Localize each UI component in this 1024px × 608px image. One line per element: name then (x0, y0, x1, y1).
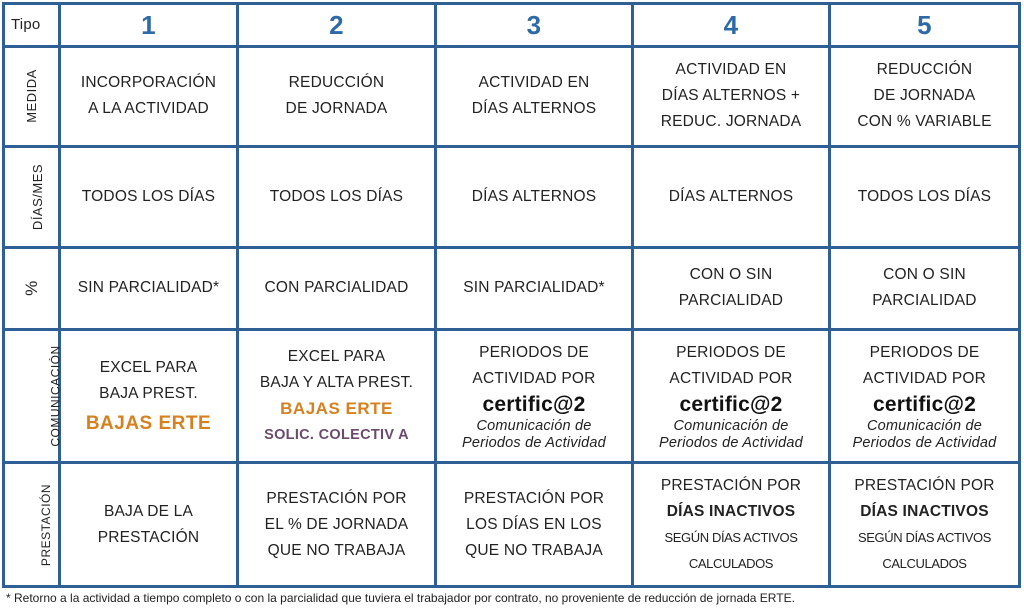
comunicacion-cell-1: EXCEL PARA BAJA PREST. BAJAS ERTE (60, 329, 238, 463)
prestacion-cell-2: PRESTACIÓN POR EL % DE JORNADA QUE NO TRABAJA (238, 463, 436, 587)
type-5-header: 5 (830, 4, 1020, 47)
type-4-header: 4 (633, 4, 830, 47)
medida-cell-5: REDUCCIÓN DE JORNADA CON % VARIABLE (830, 47, 1020, 147)
prestacion-cell-4: PRESTACIÓN POR DÍAS INACTIVOS SEGÚN DÍAS ACTIVOS CALCULADOS (633, 463, 830, 587)
porcentaje-row (4, 248, 1020, 329)
porcentaje-cell-2: CON PARCIALIDAD (238, 248, 436, 329)
dias-mes-row (4, 146, 1020, 248)
prestacion-cell-3: PRESTACIÓN POR LOS DÍAS EN LOS QUE NO TRABAJA (436, 463, 633, 587)
porcentaje-row-label: % (4, 248, 60, 329)
bajas-erte-highlight: BAJAS ERTE (280, 398, 393, 418)
prestacion-cell-5: PRESTACIÓN POR DÍAS INACTIVOS SEGÚN DÍAS ACTIVOS CALCULADOS (830, 463, 1020, 587)
porcentaje-cell-3: SIN PARCIALIDAD* (436, 248, 633, 329)
dias-mes-cell-3: DÍAS ALTERNOS (436, 146, 633, 248)
medida-row (4, 47, 1020, 147)
header-row (4, 4, 1020, 47)
certifica2-label: certific@2 (482, 392, 586, 416)
comunicacion-row-label: COMUNICACIÓN (4, 329, 60, 463)
dias-mes-cell-1: TODOS LOS DÍAS (60, 146, 238, 248)
porcentaje-cell-5: CON O SIN PARCIALIDAD (830, 248, 1020, 329)
prestacion-row (4, 463, 1020, 587)
medida-cell-1: INCORPORACIÓN A LA ACTIVIDAD (60, 47, 238, 147)
dias-mes-row-label: DÍAS/MES (4, 146, 60, 248)
bajas-erte-highlight: BAJAS ERTE (85, 412, 212, 434)
comunicacion-cell-4: PERIODOS DE ACTIVIDAD POR certific@2 Comunicación de Periodos de Actividad (633, 329, 830, 463)
medida-cell-2: REDUCCIÓN DE JORNADA (238, 47, 436, 147)
comunicacion-cell-5: PERIODOS DE ACTIVIDAD POR certific@2 Comunicación de Periodos de Actividad (830, 329, 1020, 463)
porcentaje-cell-4: CON O SIN PARCIALIDAD (633, 248, 830, 329)
dias-mes-cell-2: TODOS LOS DÍAS (238, 146, 436, 248)
comunicacion-cell-3: PERIODOS DE ACTIVIDAD POR certific@2 Comunicación de Periodos de Actividad (436, 329, 633, 463)
medida-cell-3: ACTIVIDAD EN DÍAS ALTERNOS (436, 47, 633, 147)
solicitud-colectiva-label: SOLIC. COLECTIV A (264, 426, 409, 443)
medida-cell-4: ACTIVIDAD EN DÍAS ALTERNOS + REDUC. JORNADA (633, 47, 830, 147)
type-1-header: 1 (60, 4, 238, 47)
prestacion-row-label: PRESTACIÓN (4, 463, 60, 587)
dias-mes-cell-4: DÍAS ALTERNOS (633, 146, 830, 248)
tipo-label: Tipo (4, 4, 60, 47)
prestacion-cell-1: BAJA DE LA PRESTACIÓN (60, 463, 238, 587)
footnote: * Retorno a la actividad a tiempo completo o con la parcialidad que tuviera el trabajador por contrato, no proveniente de reducción de jornada ERTE. (6, 591, 795, 605)
dias-mes-cell-5: TODOS LOS DÍAS (830, 146, 1020, 248)
comunicacion-cell-2: EXCEL PARA BAJA Y ALTA PREST. BAJAS ERTE SOLIC. COLECTIV A (238, 329, 436, 463)
type-3-header: 3 (436, 4, 633, 47)
erte-types-table (2, 2, 1021, 588)
type-2-header: 2 (238, 4, 436, 47)
certifica2-label: certific@2 (679, 392, 783, 416)
comunicacion-row (4, 329, 1020, 463)
certifica2-label: certific@2 (872, 392, 977, 416)
medida-row-label: MEDIDA (4, 47, 60, 147)
porcentaje-cell-1: SIN PARCIALIDAD* (60, 248, 238, 329)
